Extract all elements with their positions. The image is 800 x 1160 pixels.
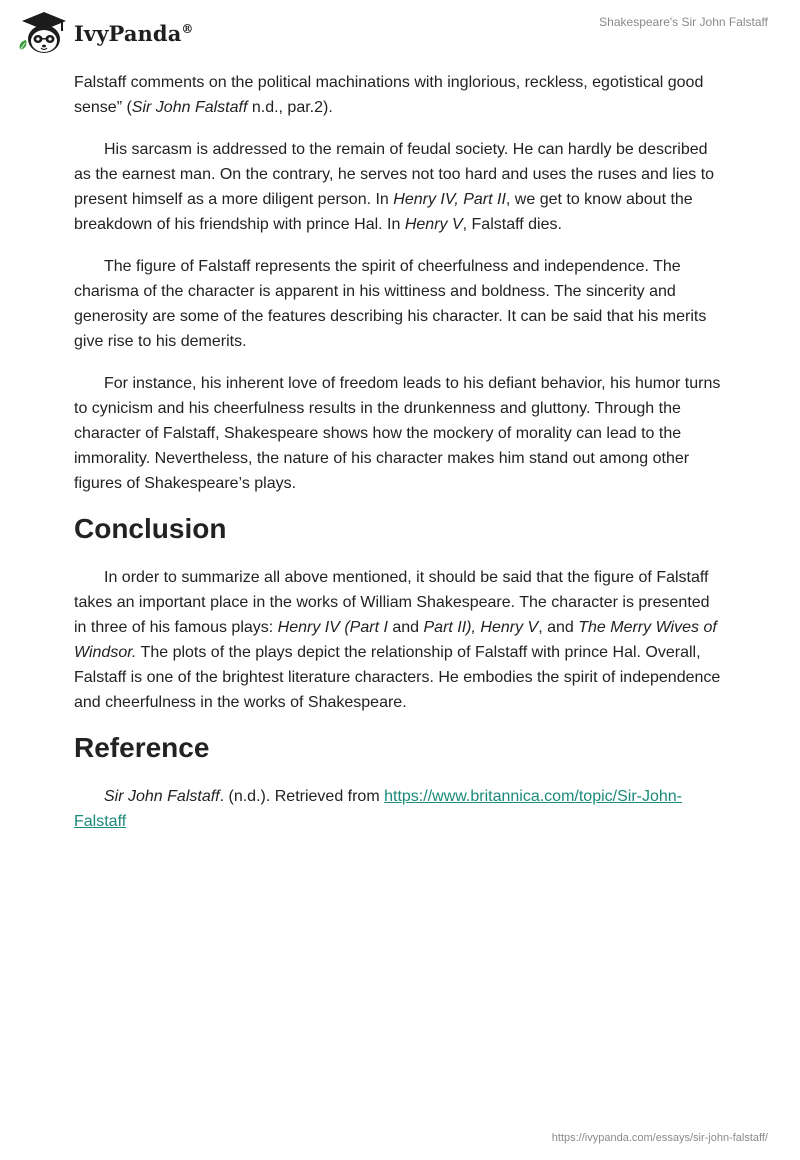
page-header xyxy=(0,0,800,66)
conclusion-heading: Conclusion xyxy=(74,513,227,544)
essay-body xyxy=(74,70,726,851)
panda-graduation-cap-icon xyxy=(14,8,72,58)
conclusion-paragraph: In order to summarize all above mentioned, it should be said that the figure of Falstaff takes an important place in the works of William Shakespeare. The character is presented in three of his famous plays: Henry IV (Part I and Part II), Henry V, and The Merry Wives of Windsor. The plots of the plays depict the relationship of Falstaff with prince Hal. Overall, Falstaff is one of the brightest literature characters. He embodies the spirit of independence and cheerfulness in the works of Shakespeare. xyxy=(74,569,721,711)
paragraph: His sarcasm is addressed to the remain of feudal society. He can hardly be described as the earnest man. On the contrary, he serves not too hard and uses the ruses and lies to present himself as a more diligent person. In Henry IV, Part II, we get to know about the breakdown of his friendship with prince Hal. In Henry V, Falstaff dies. xyxy=(74,141,715,233)
reference-link[interactable]: https://www.britannica.com/topic/Sir-John-Falstaff xyxy=(74,788,682,830)
paragraph: Falstaff comments on the political machinations with inglorious, reckless, egotistical good sense” (Sir John Falstaff n.d., par.2). xyxy=(74,74,704,116)
reference-entry: Sir John Falstaff. (n.d.). Retrieved from https://www.britannica.com/topic/Sir-John-Falstaff xyxy=(74,788,682,830)
paragraph: The figure of Falstaff represents the spirit of cheerfulness and independence. The charisma of the character is apparent in his wittiness and boldness. The sincerity and generosity are some of the features describing his character. It can be said that his merits give rise to his demerits. xyxy=(74,258,707,350)
reference-heading: Reference xyxy=(74,732,210,763)
document-title: Shakespeare's Sir John Falstaff xyxy=(599,15,768,29)
paragraph: For instance, his inherent love of freedom leads to his defiant behavior, his humor turns to cynicism and his cheerfulness results in the drunkenness and gluttony. Through the character of Falstaff, Shakespeare shows how the mockery of morality can lead to the immorality. Nevertheless, the nature of his character makes him stand out among other figures of Shakespeare’s plays. xyxy=(74,375,721,492)
brand-name: IvyPanda® xyxy=(74,20,194,46)
footer-url[interactable]: https://ivypanda.com/essays/sir-john-falstaff/ xyxy=(551,1132,768,1144)
ivypanda-logo[interactable] xyxy=(14,8,194,58)
